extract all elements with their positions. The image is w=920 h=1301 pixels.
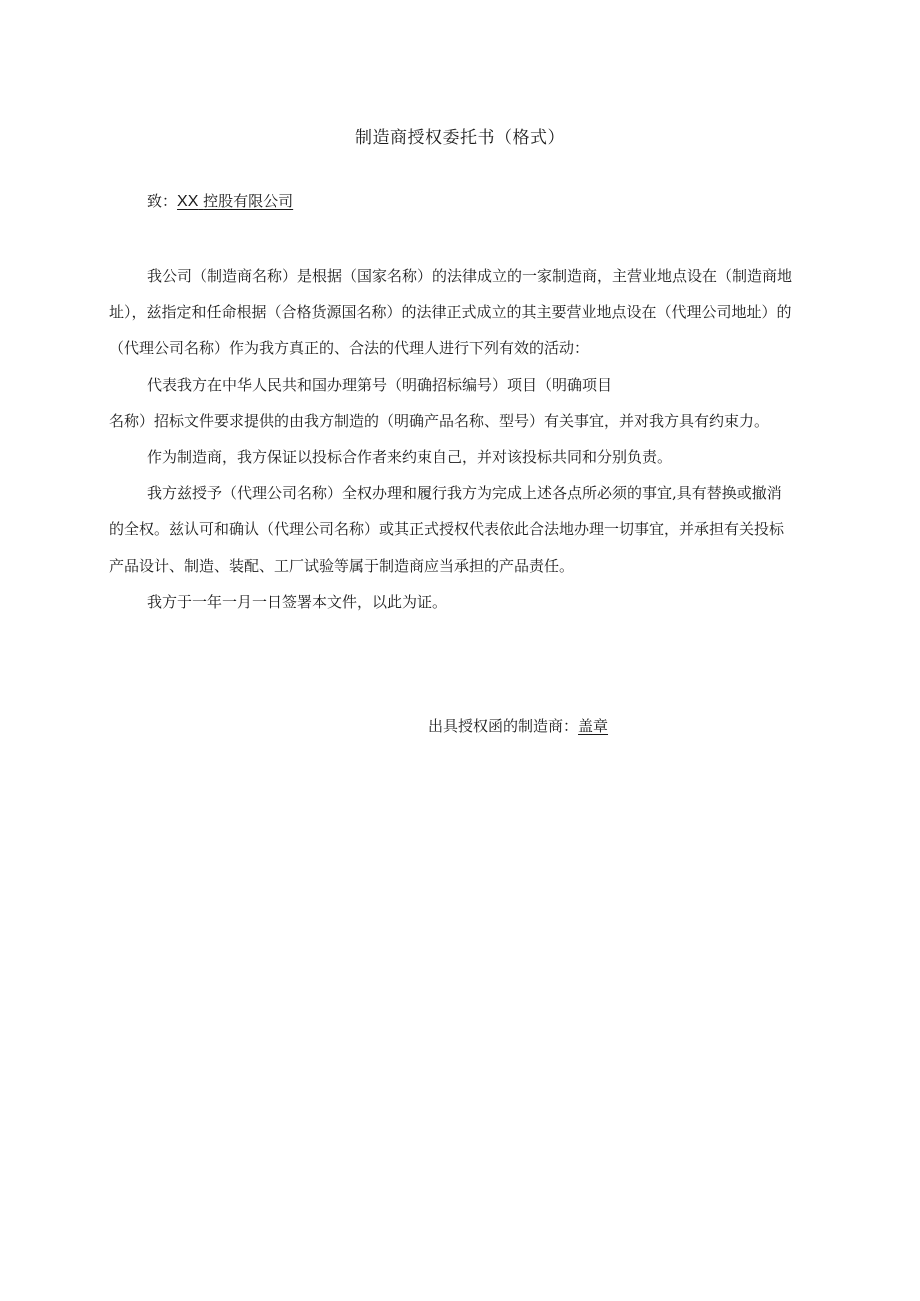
paragraph-2-line-2: 名称）招标文件要求提供的由我方制造的（明确产品名称、型号）有关事宜，并对我方具有约束力。	[109, 411, 770, 430]
paragraph-4-line-3: 产品设计、制造、装配、工厂试验等属于制造商应当承担的产品责任。	[109, 556, 575, 575]
recipient-prefix: 致：	[147, 192, 178, 210]
paragraph-3-line-1: 作为制造商，我方保证以投标合作者来约束自己，并对该投标共同和分别负责。	[147, 448, 673, 467]
document-body	[109, 258, 821, 620]
signature-label: 出具授权函的制造商：	[428, 717, 579, 735]
document-title: 制造商授权委托书（格式）	[355, 128, 565, 148]
paragraph-1-line-1: 我公司（制造商名称）是根据（国家名称）的法律成立的一家制造商，主营业地点设在（制造商地	[147, 267, 793, 285]
signature-seal: 盖章	[578, 717, 609, 735]
paragraph-2-line-1: 代表我方在中华人民共和国办理第号（明确招标编号）项目（明确项目	[147, 375, 613, 394]
recipient-company-name: 控股有限公司	[203, 192, 294, 210]
recipient-company	[177, 192, 293, 210]
paragraph-4-line-2: 的全权。兹认可和确认（代理公司名称）或其正式授权代表依此合法地办理一切事宜，并承担有关投标	[109, 520, 785, 539]
paragraph-5-line-1: 我方于一年一月一日签署本文件，以此为证。	[147, 592, 448, 611]
paragraph-1-line-2: 址），兹指定和任命根据（合格货源国名称）的法律正式成立的其主要营业地点设在（代理公司地址）的	[109, 303, 792, 322]
paragraph-4-line-1: 我方兹授予（代理公司名称）全权办理和履行我方为完成上述各点所必须的事宜,具有替换或撤消	[147, 484, 782, 503]
recipient-line	[147, 190, 293, 213]
recipient-company-xx: XX	[177, 193, 199, 210]
signature-line	[428, 714, 608, 738]
paragraph-1-line-3: （代理公司名称）作为我方真正的、合法的代理人进行下列有效的活动：	[109, 339, 590, 358]
